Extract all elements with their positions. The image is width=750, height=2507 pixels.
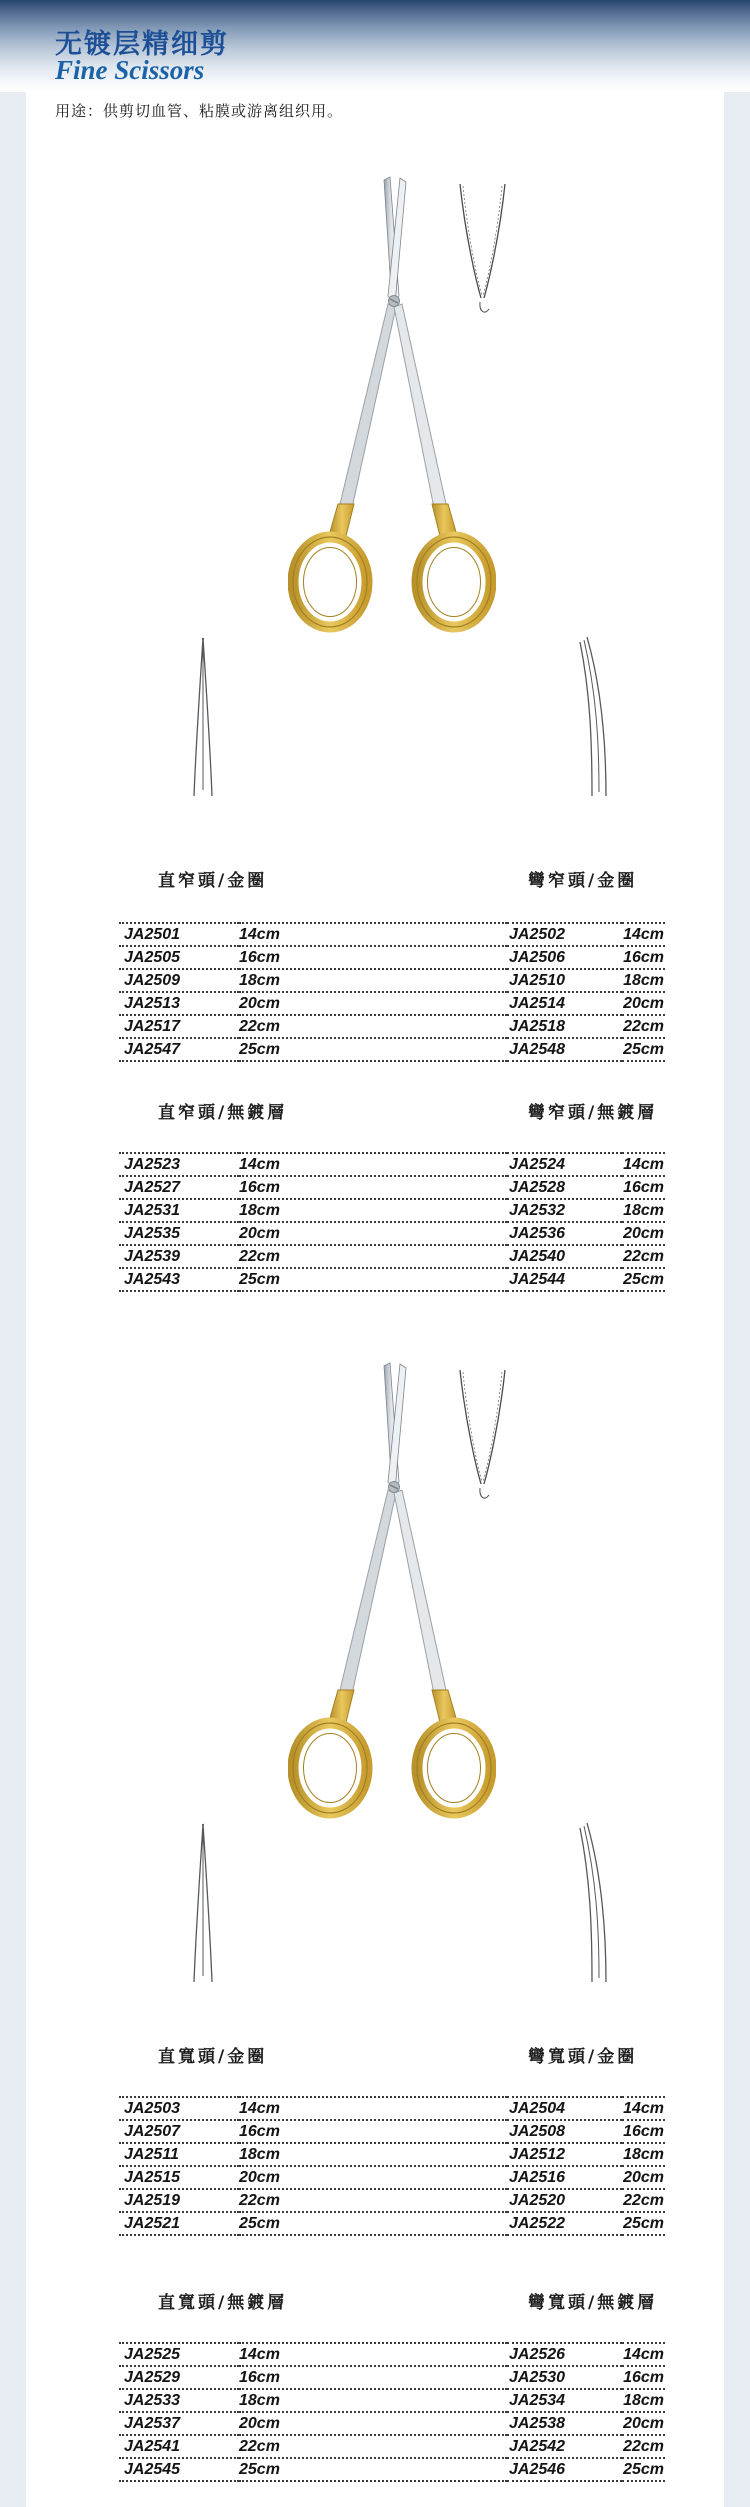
product-code: JA2542 [507,2435,622,2458]
spec-title-curved: 彎寬頭/無鍍層 [528,2293,658,2313]
product-image-narrow-head [0,166,750,821]
table-row [119,1015,665,1038]
table-row [119,2458,665,2481]
product-code: JA2509 [119,969,239,992]
table-row [119,946,665,969]
product-size: 25cm [622,2458,665,2481]
product-code: JA2525 [119,2343,239,2366]
header-band [0,0,750,92]
product-size: 20cm [239,1222,507,1245]
product-code: JA2511 [119,2143,239,2166]
product-size: 25cm [239,2458,507,2481]
product-size: 18cm [239,969,507,992]
spec-title-curved: 彎窄頭/金圈 [528,871,638,891]
open-blades-drawing-icon [455,1368,510,1518]
product-code: JA2527 [119,1176,239,1199]
product-code: JA2545 [119,2458,239,2481]
product-size: 22cm [239,2189,507,2212]
product-code: JA2502 [507,923,622,946]
product-code: JA2530 [507,2366,622,2389]
product-size: 25cm [239,1268,507,1291]
product-size: 18cm [622,969,665,992]
product-code: JA2546 [507,2458,622,2481]
product-size: 14cm [622,2097,665,2120]
straight-tip-drawing-icon [190,1820,216,1985]
spec-table [119,2342,665,2482]
product-code: JA2544 [507,1268,622,1291]
product-size: 25cm [622,2212,665,2235]
table-row [119,1038,665,1061]
product-size: 16cm [239,946,507,969]
table-row [119,2343,665,2366]
product-code: JA2516 [507,2166,622,2189]
straight-tip-drawing-icon [190,634,216,799]
product-size: 16cm [239,2366,507,2389]
spec-title-straight: 直寬頭/金圈 [158,2047,268,2067]
product-size: 16cm [239,1176,507,1199]
product-size: 22cm [622,2435,665,2458]
section-headers [0,1098,750,1122]
product-size: 18cm [239,2143,507,2166]
section-headers [0,2288,750,2312]
product-size: 20cm [622,992,665,1015]
section-headers [0,866,750,890]
product-image-wide-head [0,1352,750,2007]
product-size: 14cm [239,923,507,946]
product-size: 20cm [239,2412,507,2435]
open-blades-drawing-icon [455,182,510,332]
product-size: 22cm [622,2189,665,2212]
product-code: JA2539 [119,1245,239,1268]
table-row [119,2189,665,2212]
table-row [119,2212,665,2235]
product-code: JA2532 [507,1199,622,1222]
product-code: JA2504 [507,2097,622,2120]
product-size: 18cm [239,2389,507,2412]
table-row [119,2412,665,2435]
product-code: JA2543 [119,1268,239,1291]
product-size: 20cm [239,992,507,1015]
product-code: JA2512 [507,2143,622,2166]
page-subtitle: Fine Scissors [55,55,205,85]
product-code: JA2524 [507,1153,622,1176]
product-code: JA2513 [119,992,239,1015]
table-row [119,1176,665,1199]
table-row [119,1153,665,1176]
product-code: JA2534 [507,2389,622,2412]
product-size: 22cm [239,2435,507,2458]
product-code: JA2528 [507,1176,622,1199]
table-row [119,1222,665,1245]
spec-title-curved: 彎窄頭/無鍍層 [528,1103,658,1123]
usage-text: 用途：供剪切血管、粘膜或游离组织用。 [55,103,344,120]
product-size: 16cm [622,1176,665,1199]
table-row [119,923,665,946]
product-code: JA2520 [507,2189,622,2212]
table-row [119,2097,665,2120]
spec-title-straight: 直窄頭/金圈 [158,871,268,891]
product-size: 22cm [239,1015,507,1038]
product-size: 18cm [622,2143,665,2166]
product-code: JA2538 [507,2412,622,2435]
product-code: JA2541 [119,2435,239,2458]
table-row [119,2166,665,2189]
product-code: JA2523 [119,1153,239,1176]
product-code: JA2510 [507,969,622,992]
product-size: 18cm [622,1199,665,1222]
product-code: JA2537 [119,2412,239,2435]
spec-table [119,2096,665,2236]
product-code: JA2501 [119,923,239,946]
page-title: 无镀层精细剪 [55,29,229,59]
product-code: JA2503 [119,2097,239,2120]
product-size: 14cm [622,1153,665,1176]
section-headers [0,2042,750,2066]
product-size: 20cm [622,2166,665,2189]
product-size: 14cm [239,2097,507,2120]
product-size: 25cm [622,1268,665,1291]
product-size: 14cm [622,2343,665,2366]
product-code: JA2506 [507,946,622,969]
product-code: JA2508 [507,2120,622,2143]
product-size: 18cm [239,1199,507,1222]
product-size: 14cm [239,1153,507,1176]
product-code: JA2540 [507,1245,622,1268]
product-code: JA2548 [507,1038,622,1061]
spec-title-straight: 直寬頭/無鍍層 [158,2293,288,2313]
spec-table [119,1152,665,1292]
product-code: JA2518 [507,1015,622,1038]
product-code: JA2515 [119,2166,239,2189]
product-size: 14cm [239,2343,507,2366]
product-code: JA2521 [119,2212,239,2235]
product-size: 16cm [622,946,665,969]
product-size: 20cm [622,1222,665,1245]
product-size: 25cm [239,1038,507,1061]
product-code: JA2529 [119,2366,239,2389]
table-row [119,992,665,1015]
product-code: JA2505 [119,946,239,969]
product-code: JA2535 [119,1222,239,1245]
table-row [119,2389,665,2412]
product-size: 22cm [239,1245,507,1268]
product-size: 22cm [622,1245,665,1268]
product-code: JA2526 [507,2343,622,2366]
table-row [119,1199,665,1222]
product-code: JA2536 [507,1222,622,1245]
product-size: 16cm [622,2120,665,2143]
product-code: JA2517 [119,1015,239,1038]
product-code: JA2522 [507,2212,622,2235]
table-row [119,2120,665,2143]
product-size: 25cm [622,1038,665,1061]
table-row [119,1245,665,1268]
product-code: JA2519 [119,2189,239,2212]
spec-table [119,922,665,1062]
table-row [119,969,665,992]
spec-title-curved: 彎寬頭/金圈 [528,2047,638,2067]
product-size: 18cm [622,2389,665,2412]
product-code: JA2507 [119,2120,239,2143]
product-size: 14cm [622,923,665,946]
product-code: JA2531 [119,1199,239,1222]
product-size: 20cm [239,2166,507,2189]
product-size: 22cm [622,1015,665,1038]
product-size: 20cm [622,2412,665,2435]
spec-title-straight: 直窄頭/無鍍層 [158,1103,288,1123]
product-code: JA2533 [119,2389,239,2412]
table-row [119,1268,665,1291]
product-size: 25cm [239,2212,507,2235]
curved-tip-drawing-icon [576,1820,609,1985]
product-size: 16cm [622,2366,665,2389]
curved-tip-drawing-icon [576,634,609,799]
product-size: 16cm [239,2120,507,2143]
product-code: JA2514 [507,992,622,1015]
table-row [119,2366,665,2389]
product-code: JA2547 [119,1038,239,1061]
table-row [119,2435,665,2458]
table-row [119,2143,665,2166]
